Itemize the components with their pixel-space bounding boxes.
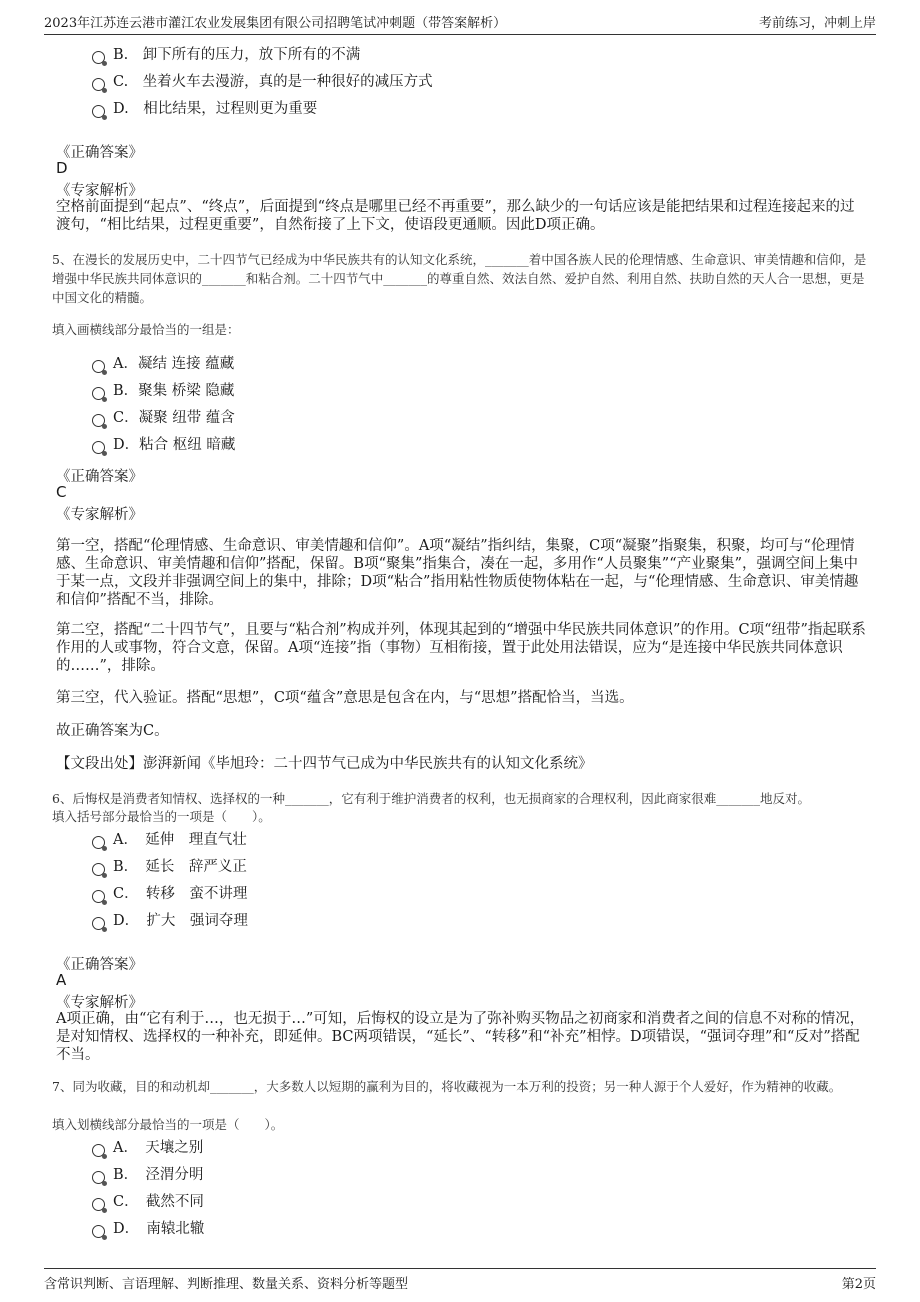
page-number: 第2页 <box>841 1277 876 1292</box>
q6-stem: 6、后悔权是消费者知情权、选择权的一种_______，它有利于维护消费者的权利，也无损商家的合理权利，因此商家很难_______地反对。 <box>52 791 810 806</box>
page-footer <box>44 1268 876 1299</box>
q5-answer-label: 《正确答案》 <box>56 469 143 485</box>
q7-option-c[interactable]: C． 截然不同 <box>92 1191 204 1213</box>
q6-instruction: 填入括号部分最恰当的一项是（ ）。 <box>52 809 271 824</box>
q5-analysis-p1: 第一空，搭配“伦理情感、生命意识、审美情趣和信仰”。A项“凝结”指纠结，集聚，C项“凝聚”指聚集，积聚，均可与“伦理情感、生命意识、审美情趣和信仰”搭配，保留。B项“聚集”指集合，凑在一起，多用作“人员聚集”“产业聚集”，强调空间上集中于某一点，文段并非强调空间上的集中，排除；D项“粘合”指用粘性物质使物体粘在一起，与“伦理情感、生命意识、审美情趣和信仰”搭配不当，排除。 <box>56 538 859 608</box>
q7-option-a[interactable]: A． 天壤之别 <box>92 1137 203 1159</box>
q5-option-d[interactable]: D．粘合 枢纽 暗藏 <box>92 434 235 456</box>
q5-source: 【文段出处】澎湃新闻《毕旭玲：二十四节气已成为中华民族共有的认知文化系统》 <box>56 756 593 772</box>
q5-answer: C <box>56 483 67 501</box>
q5-stem: 5、在漫长的发展历史中，二十四节气已经成为中华民族共有的认知文化系统，_______着中国各族人民的伦理情感、生命意识、审美情趣和信仰，是增强中华民族共同体意识的_______和粘合剂。二十四节气中_______的尊重自然、效法自然、爱护自然、利用自然、扶助自然的天人合一思想，更是中国文化的精髓。 <box>52 252 867 305</box>
q5-option-a[interactable]: A．凝结 连接 蕴藏 <box>92 353 234 375</box>
header-slogan: 考前练习，冲刺上岸 <box>758 16 876 31</box>
radio-icon[interactable] <box>92 51 105 64</box>
q6-option-a[interactable]: A． 延伸 理直气壮 <box>92 829 247 851</box>
q4-analysis-label: 《专家解析》 <box>56 183 143 199</box>
q6-option-b[interactable]: B． 延长 辞严义正 <box>92 856 247 878</box>
q4-answer-label: 《正确答案》 <box>56 145 143 161</box>
radio-icon[interactable] <box>92 1225 105 1238</box>
q7-option-b[interactable]: B． 泾渭分明 <box>92 1164 203 1186</box>
radio-icon[interactable] <box>92 78 105 91</box>
radio-icon[interactable] <box>92 1171 105 1184</box>
q5-analysis-p2: 第二空，搭配“二十四节气”，且要与“粘合剂”构成并列，体现其起到的“增强中华民族共同体意识”的作用。C项“纽带”指起联系作用的人或事物，符合文意，保留。A项“连接”指（事物）互相衔接，置于此处用法错误，应为“是连接中华民族共同体意识的……”，排除。 <box>56 622 866 674</box>
radio-icon[interactable] <box>92 414 105 427</box>
footer-note: 含常识判断、言语理解、判断推理、数量关系、资料分析等题型 <box>44 1277 409 1292</box>
radio-icon[interactable] <box>92 1144 105 1157</box>
q5-analysis-p3: 第三空，代入验证。搭配“思想”，C项“蕴含”意思是包含在内，与“思想”搭配恰当，当选。 <box>56 690 634 706</box>
q4-option-b[interactable]: B. 卸下所有的压力，放下所有的不满 <box>92 44 360 66</box>
q7-option-d[interactable]: D． 南辕北辙 <box>92 1218 204 1240</box>
q6-answer: A <box>56 971 67 989</box>
q6-answer-label: 《正确答案》 <box>56 957 143 973</box>
q5-option-c[interactable]: C．凝聚 纽带 蕴含 <box>92 407 235 429</box>
q6-option-d[interactable]: D． 扩大 强词夺理 <box>92 910 248 932</box>
q4-option-c[interactable]: C. 坐着火车去漫游，真的是一种很好的减压方式 <box>92 71 433 93</box>
radio-icon[interactable] <box>92 917 105 930</box>
radio-icon[interactable] <box>92 836 105 849</box>
q4-answer: D <box>56 159 68 177</box>
radio-icon[interactable] <box>92 863 105 876</box>
q5-analysis-p4: 故正确答案为C。 <box>56 723 169 739</box>
q7-stem: 7、同为收藏，目的和动机却_______，大多数人以短期的赢利为目的，将收藏视为一本万利的投资；另一种人源于个人爱好，作为精神的收藏。 <box>52 1079 842 1094</box>
q7-instruction: 填入划横线部分最恰当的一项是（ ）。 <box>52 1117 284 1132</box>
page-header <box>44 0 876 35</box>
q6-analysis-label: 《专家解析》 <box>56 995 143 1011</box>
q6-option-c[interactable]: C． 转移 蛮不讲理 <box>92 883 247 905</box>
radio-icon[interactable] <box>92 360 105 373</box>
q5-option-b[interactable]: B．聚集 桥梁 隐藏 <box>92 380 234 402</box>
q5-instruction: 填入画横线部分最恰当的一组是： <box>52 322 240 337</box>
radio-icon[interactable] <box>92 1198 105 1211</box>
radio-icon[interactable] <box>92 890 105 903</box>
q4-option-d[interactable]: D. 相比结果，过程则更为重要 <box>92 98 317 120</box>
q6-analysis: A项正确，由“它有利于…，也无损于…”可知，后悔权的设立是为了弥补购买物品之初商家和消费者之间的信息不对称的情况，是对知情权、选择权的一种补充，即延伸。BC两项错误，“延长”、“转移”和“补充”相悖。D项错误，“强词夺理”和“反对”搭配不当。 <box>56 1011 865 1063</box>
radio-icon[interactable] <box>92 105 105 118</box>
radio-icon[interactable] <box>92 441 105 454</box>
radio-icon[interactable] <box>92 387 105 400</box>
document-title: 2023年江苏连云港市灌江农业发展集团有限公司招聘笔试冲刺题（带答案解析） <box>44 16 507 31</box>
q5-analysis-label: 《专家解析》 <box>56 507 143 523</box>
q4-analysis: 空格前面提到“起点”、“终点”，后面提到“终点是哪里已经不再重要”，那么缺少的一句话应该是能把结果和过程连接起来的过渡句，“相比结果，过程更重要”，自然衔接了上下文，使语段更通顺。因此D项正确。 <box>56 199 855 233</box>
